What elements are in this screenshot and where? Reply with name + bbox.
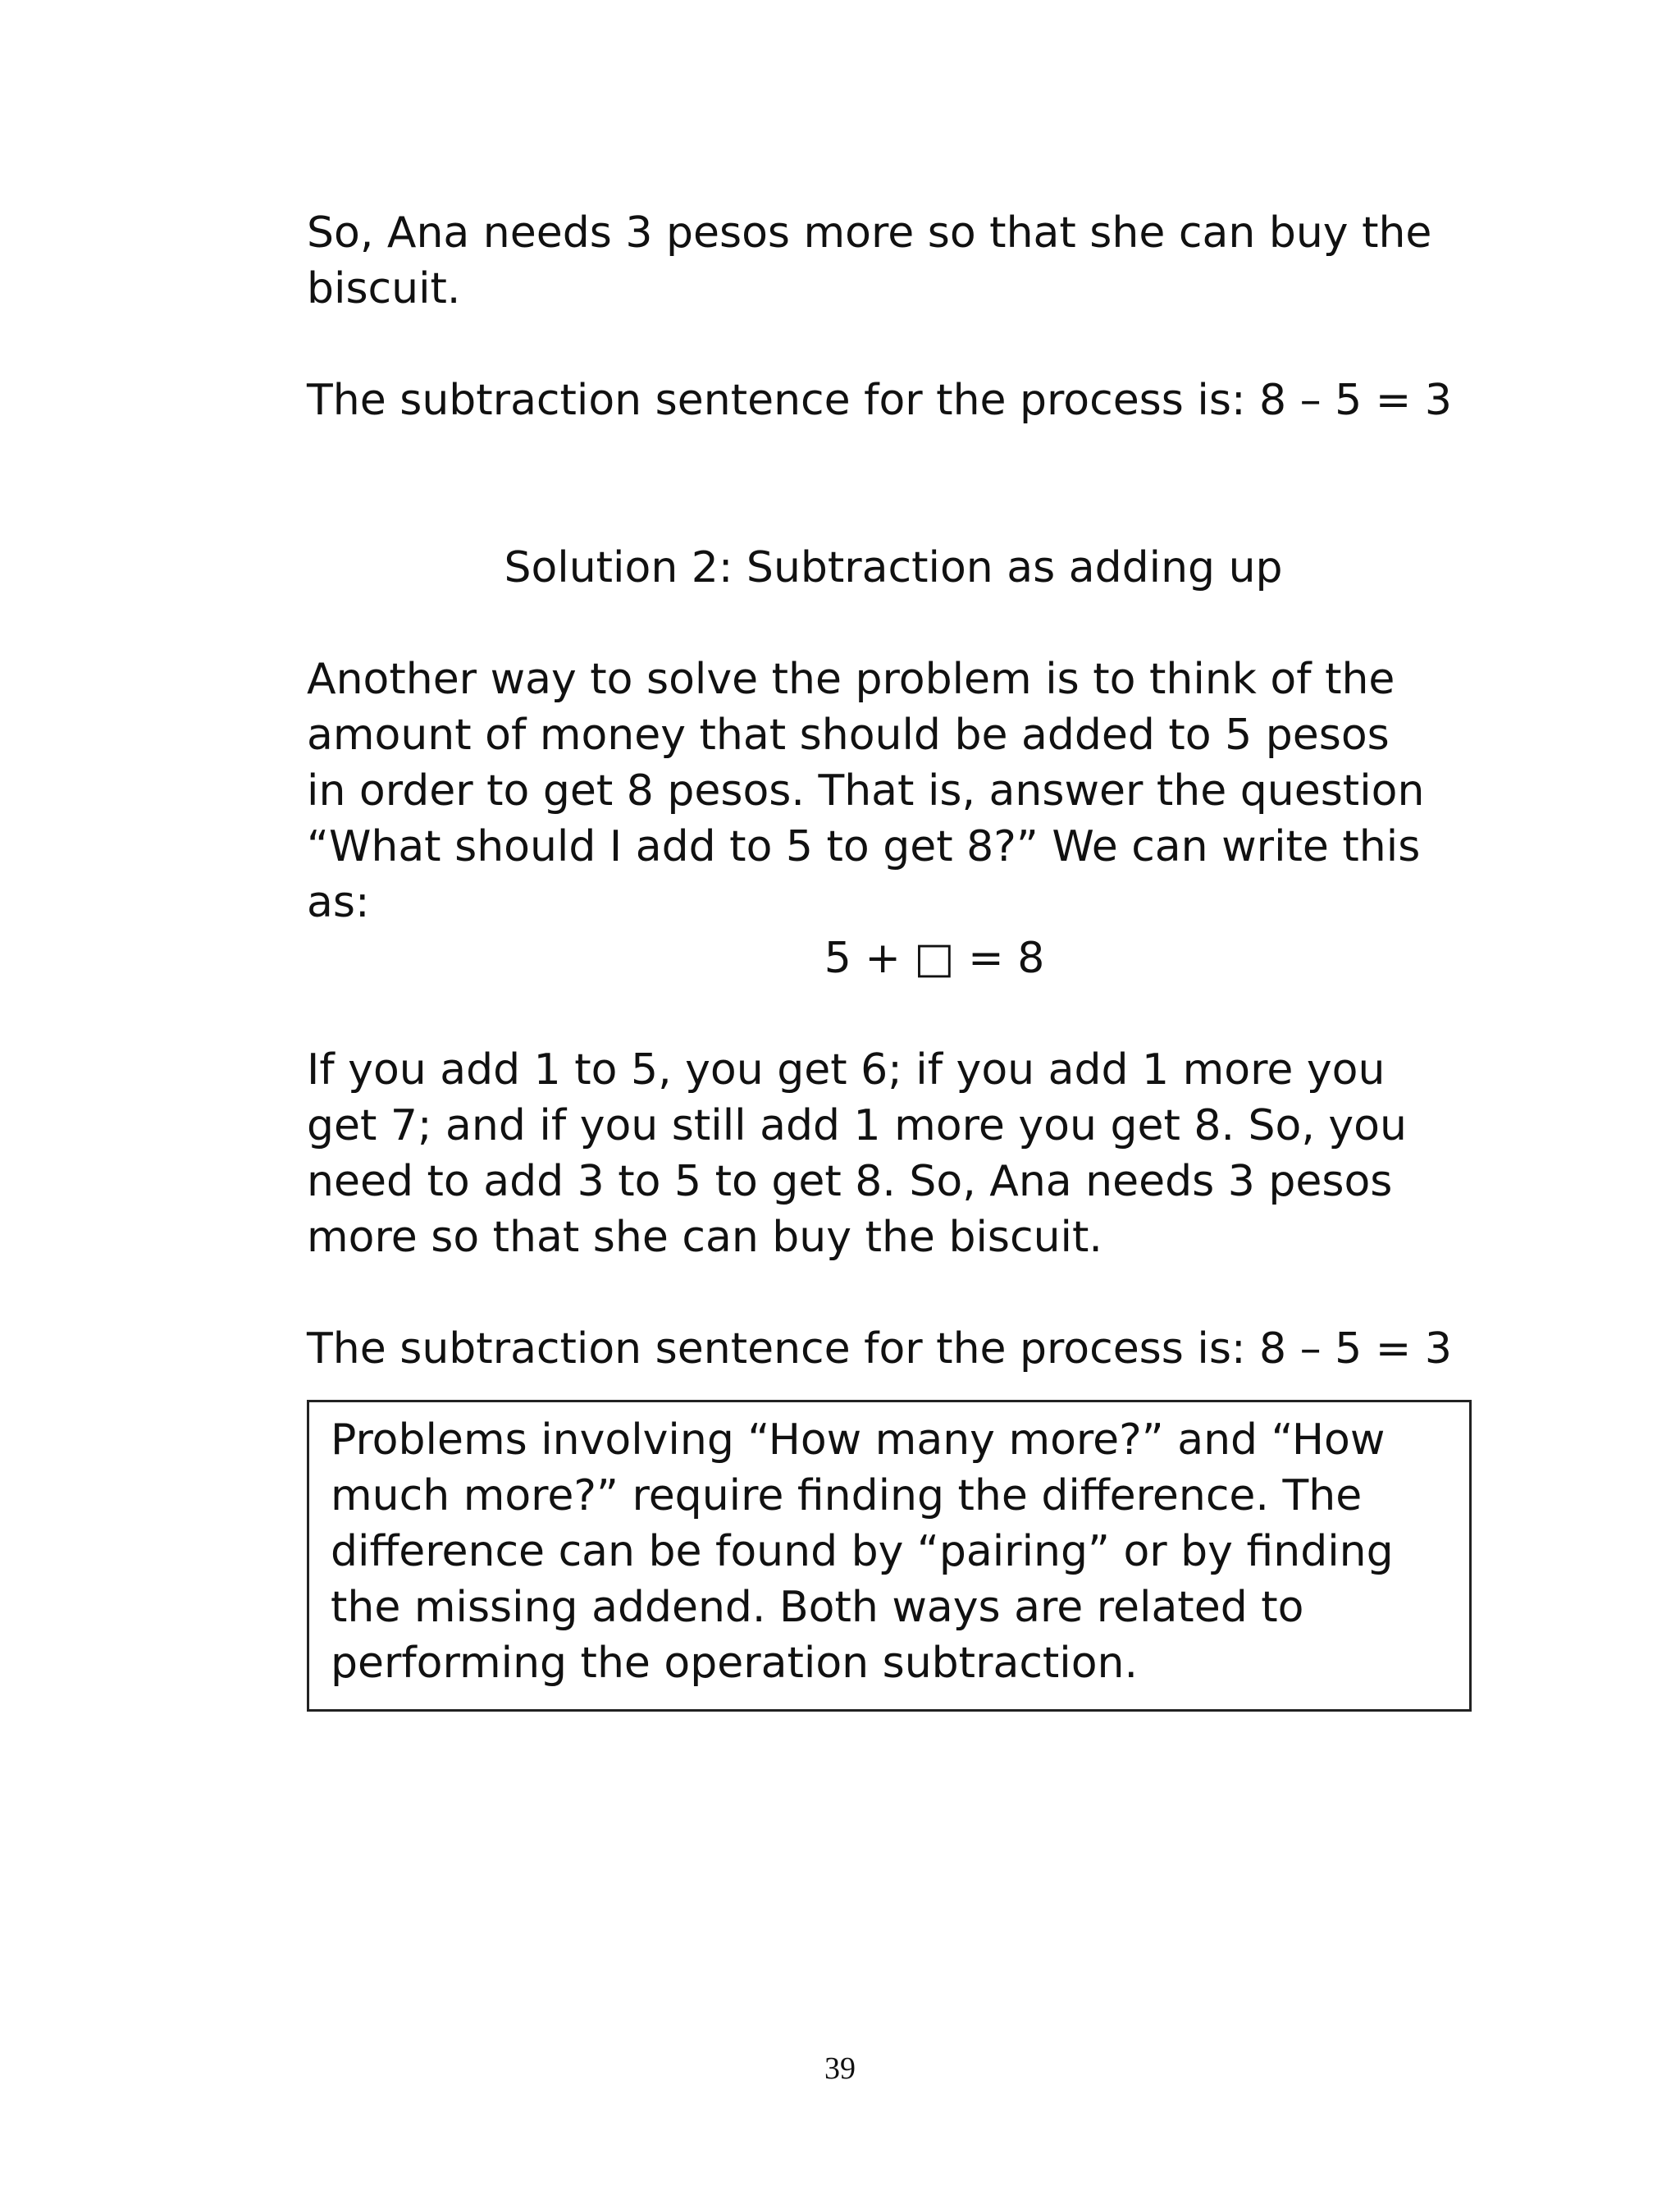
- paragraph-subtraction-sentence-2: The subtraction sentence for the process is: 8 – 5 = 3: [307, 1324, 1452, 1374]
- page-content: [307, 205, 1472, 1712]
- paragraph-subtraction-sentence-1: The subtraction sentence for the process is: 8 – 5 = 3: [307, 376, 1452, 425]
- spacer: [307, 428, 1472, 540]
- paragraph-explanation: Another way to solve the problem is to think of the amount of money that should be added to 5 pesos in order to get 8 pesos. That is, answer the question “What should I add to 5 to get 8?” We can write this as:: [307, 655, 1425, 927]
- spacer: [307, 986, 1472, 1042]
- paragraph-adding-up: If you add 1 to 5, you get 6; if you add 1 more you get 7; and if you still add 1 more you get 8. So, you need to add 3 to 5 to get 8. So, Ana needs 3 pesos more so that she can buy the biscuit.: [307, 1045, 1407, 1262]
- equation-right: = 8: [954, 934, 1045, 983]
- callout-text: Problems involving “How many more?” and “How much more?” require finding the difference. The difference can be found by “pairing” or by finding the missing addend. Both ways are related to performing the operation subtraction.: [331, 1415, 1394, 1688]
- spacer: [307, 596, 1472, 652]
- spacer: [307, 317, 1472, 373]
- missing-addend-box-icon: □: [914, 934, 955, 983]
- equation-left: 5 +: [824, 934, 915, 983]
- equation: [307, 930, 1472, 986]
- spacer: [307, 1265, 1472, 1321]
- summary-callout-box: [307, 1400, 1472, 1712]
- paragraph-conclusion-1: So, Ana needs 3 pesos more so that she can buy the biscuit.: [307, 208, 1432, 313]
- page-number: 39: [824, 2051, 856, 2086]
- section-heading: Solution 2: Subtraction as adding up: [504, 543, 1283, 592]
